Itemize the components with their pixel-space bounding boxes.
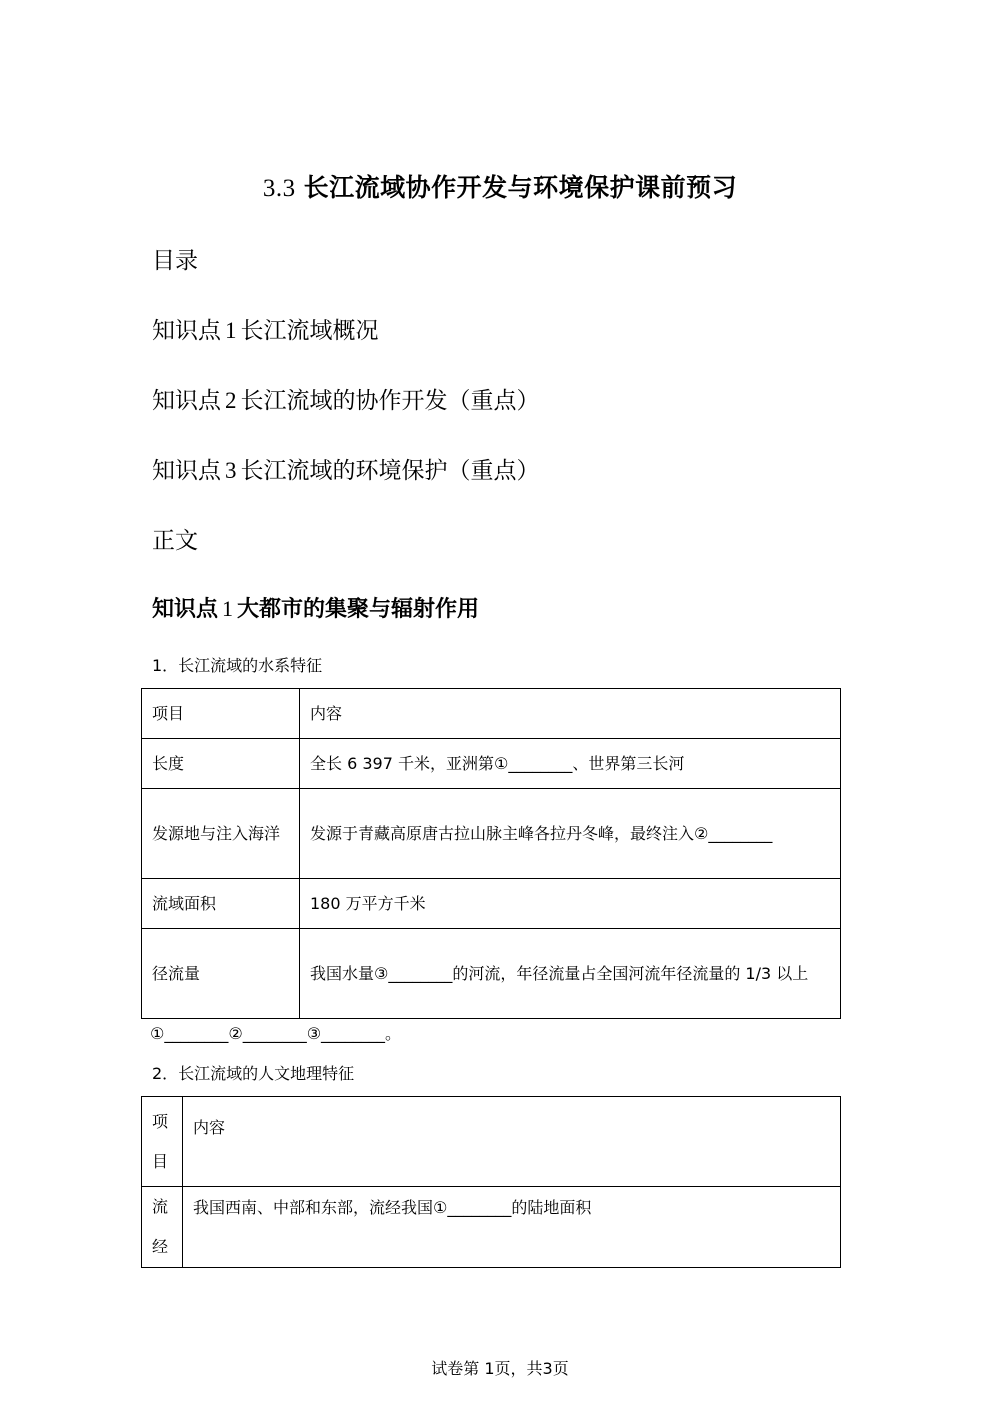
- table-header-row: [142, 689, 841, 739]
- toc-item-text: 长江流域的环境保护（重点）: [240, 458, 540, 484]
- human-geography-table: [141, 1096, 841, 1268]
- table-cell: 我国水量③________的河流，年径流量占全国河流年径流量的 1/3 以上: [300, 929, 841, 1019]
- table-cell: 全长 6 397 千米，亚洲第①________、世界第三长河: [300, 739, 841, 789]
- toc-item-prefix: 知识点: [152, 388, 221, 414]
- table-row: [142, 929, 841, 1019]
- section-prefix: 知识点: [152, 597, 219, 622]
- table-cell: 180 万平方千米: [300, 879, 841, 929]
- toc-item-text: 长江流域的协作开发（重点）: [240, 388, 540, 414]
- page-footer: 试卷第 1页，共3页: [431, 1359, 569, 1378]
- title-number: 3.3: [262, 175, 296, 202]
- toc-item-2: [152, 382, 540, 415]
- toc-item-prefix: 知识点: [152, 318, 221, 344]
- table-header-cell: 内容: [300, 689, 841, 739]
- toc-item-3: [152, 452, 540, 485]
- table-header-cell: 项目: [142, 689, 300, 739]
- table-cell: 发源地与注入海洋: [142, 789, 300, 879]
- subheading-human-geography: 2．长江流域的人文地理特征: [152, 1064, 355, 1083]
- table-cell: 长度: [142, 739, 300, 789]
- answer-blanks-line: ①________②________③________。: [150, 1024, 402, 1043]
- table-row: [142, 789, 841, 879]
- table-header-cell: 项目: [142, 1097, 183, 1187]
- toc-item-prefix: 知识点: [152, 458, 221, 484]
- table-cell: 流域面积: [142, 879, 300, 929]
- table-cell: 径流量: [142, 929, 300, 1019]
- toc-item-text: 长江流域概况: [240, 318, 379, 344]
- table-header-cell: 内容: [183, 1097, 841, 1187]
- table-row: [142, 1187, 841, 1268]
- table-cell: 我国西南、中部和东部，流经我国①________的陆地面积: [183, 1187, 841, 1268]
- section-number: 1: [222, 596, 234, 621]
- water-system-table: [141, 688, 841, 1019]
- table-header-row: [142, 1097, 841, 1187]
- body-label: 正文: [152, 528, 198, 554]
- toc-item-number: 3: [225, 458, 237, 483]
- section-text: 大都市的集聚与辐射作用: [237, 597, 480, 622]
- page-title: [0, 168, 1000, 204]
- toc-item-number: 2: [225, 388, 237, 413]
- subheading-water-system: 1．长江流域的水系特征: [152, 656, 323, 675]
- section-heading: [152, 592, 479, 623]
- title-text: 长江流域协作开发与环境保护课前预习: [303, 173, 738, 202]
- toc-item-number: 1: [225, 318, 237, 343]
- toc-label: 目录: [152, 248, 198, 274]
- table-row: [142, 739, 841, 789]
- toc-item-1: [152, 312, 379, 345]
- table-row: [142, 879, 841, 929]
- table-cell: 发源于青藏高原唐古拉山脉主峰各拉丹冬峰，最终注入②________: [300, 789, 841, 879]
- table-cell: 流经: [142, 1187, 183, 1268]
